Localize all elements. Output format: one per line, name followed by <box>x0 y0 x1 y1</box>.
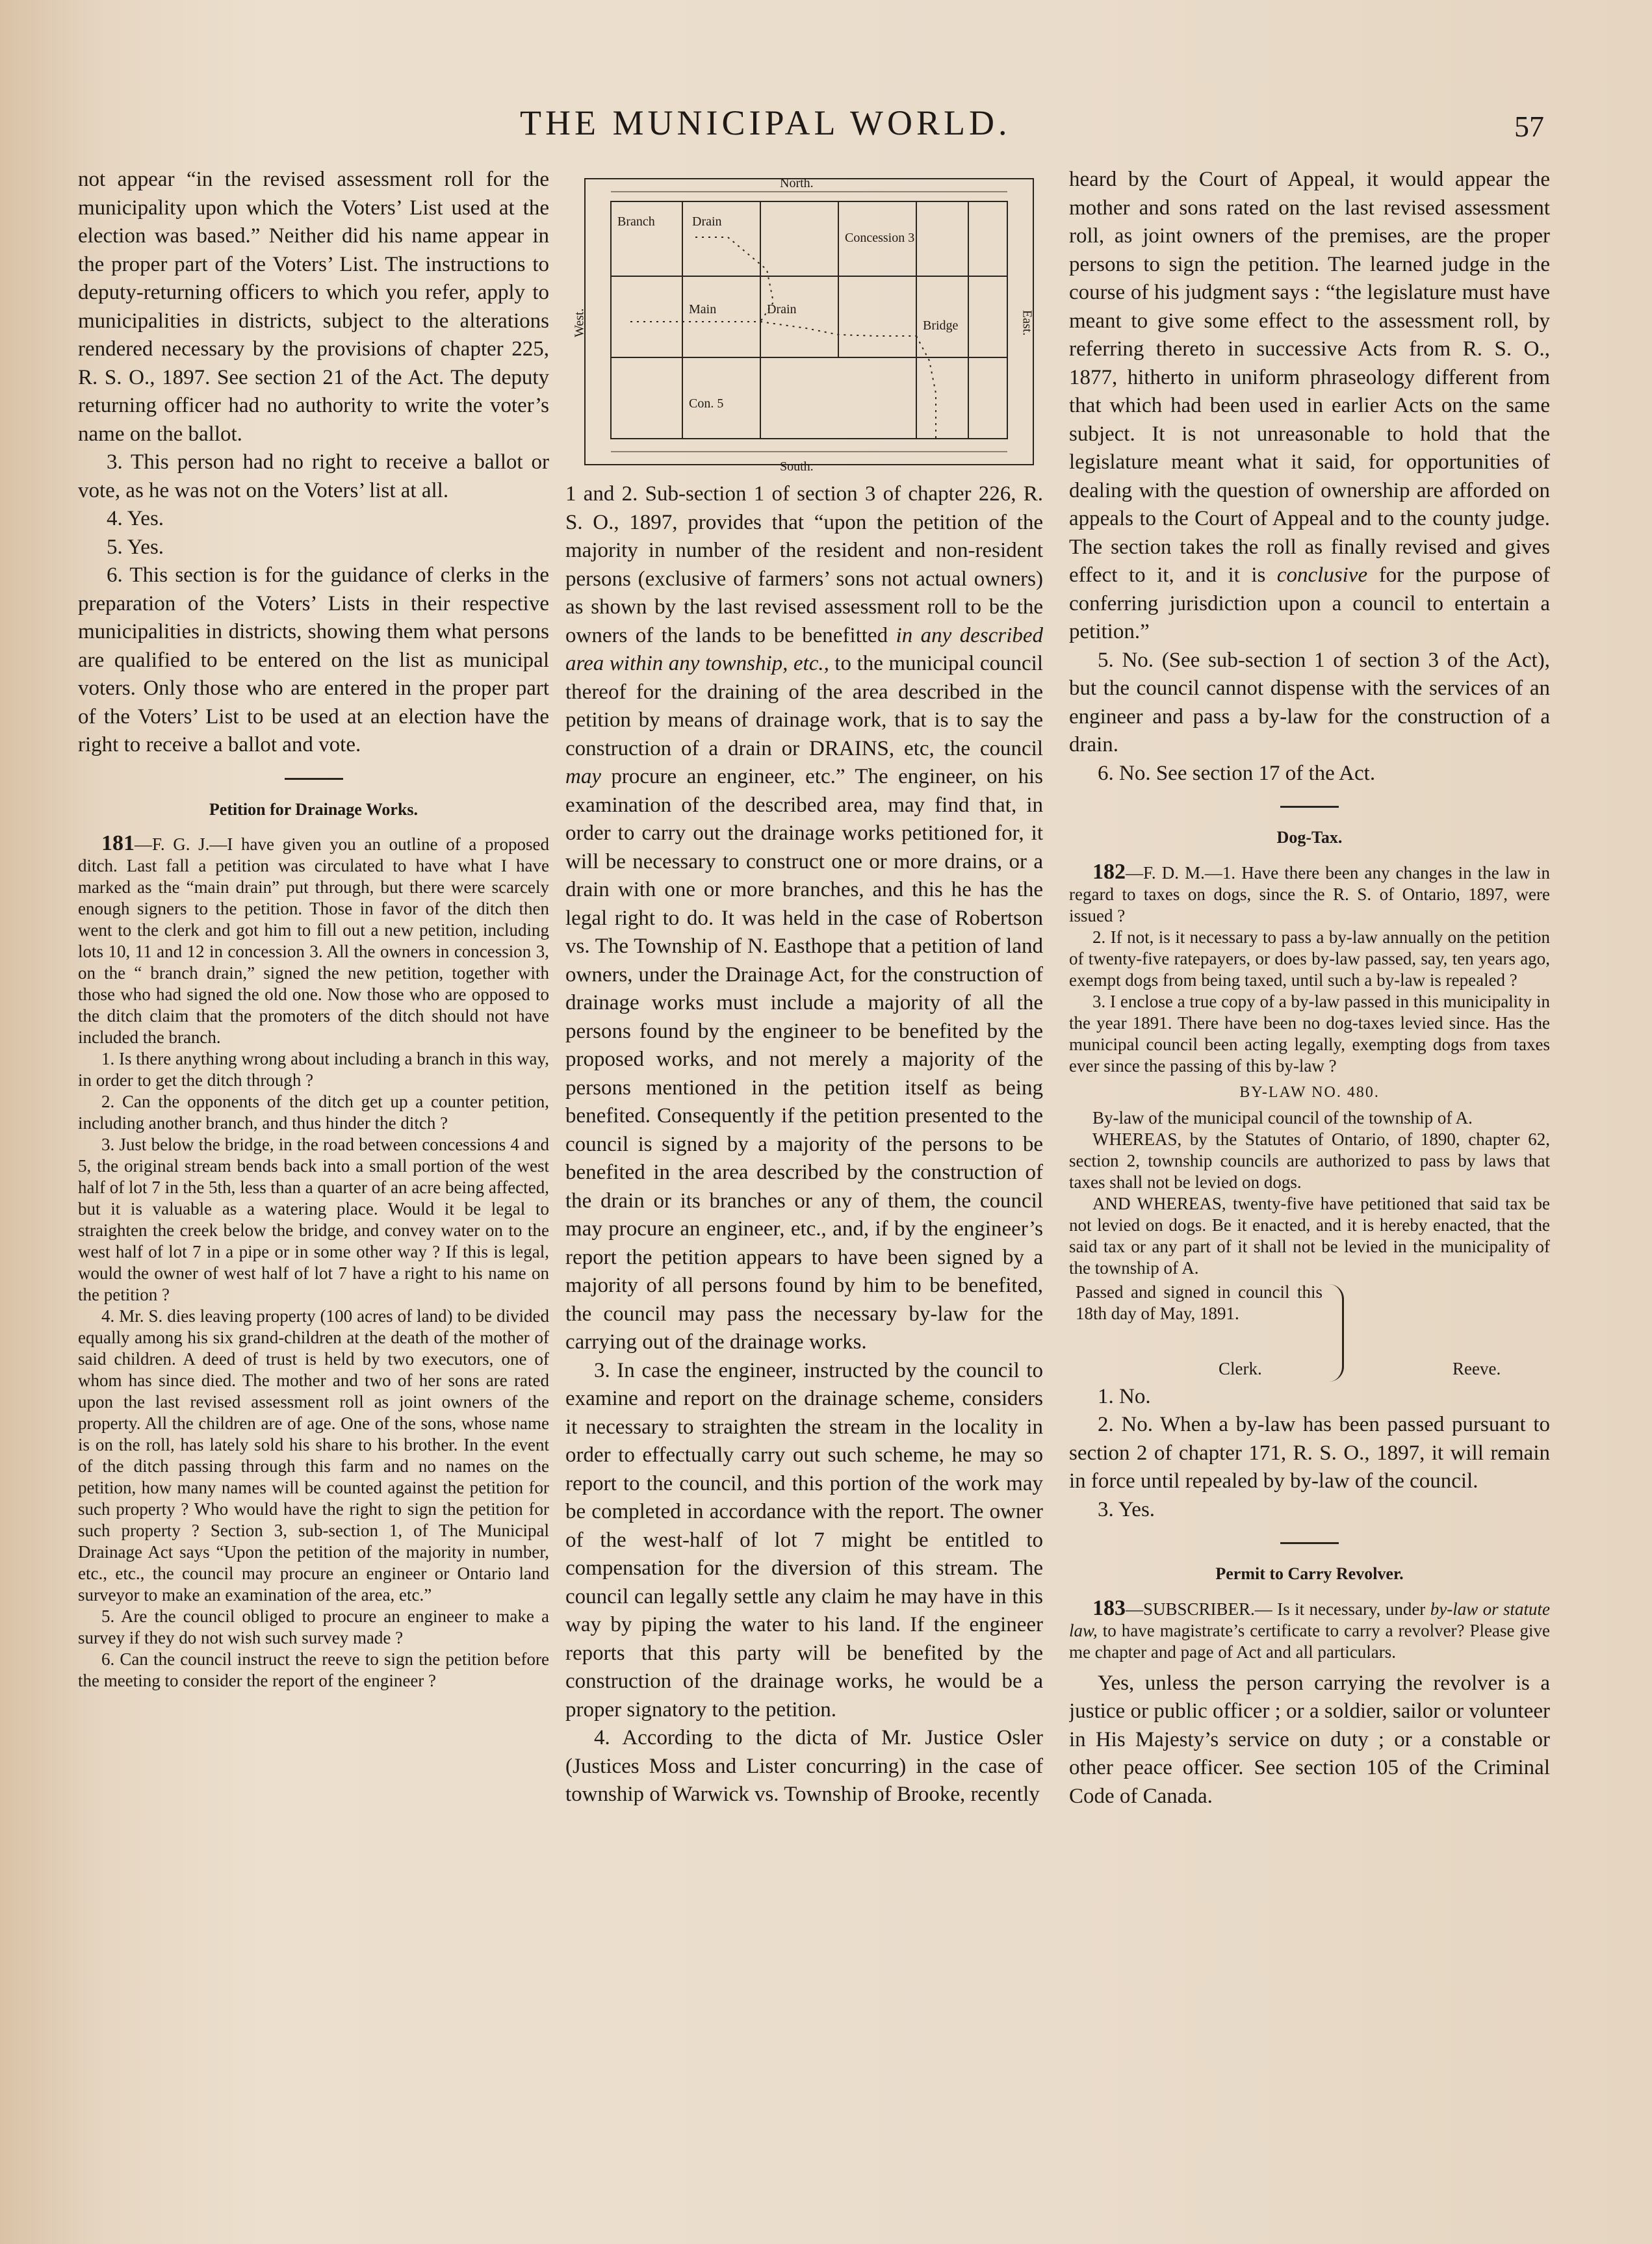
publication-title: THE MUNICIPAL WORLD. <box>520 103 1011 142</box>
page-number: 57 <box>1514 110 1544 143</box>
paragraph: 5. Yes. <box>107 535 164 559</box>
bylaw-signature-block <box>1069 1282 1550 1379</box>
answer-emphasis: conclusive <box>1276 563 1368 587</box>
question-item: 3. Just below the bridge, in the road between concessions 4 and 5, the original stream bends back into a small portion of the west half of lot 7 in the 5th, less than a quarter of an acre being affected, but it is valuable as a watering place. Would it be legal to straighten the creek below the bridge, and convey water on to the west half of lot 7 in a pipe or in some other way ? If this is legal, would the owner of west half of lot 7 have a right to his name on the petition ? <box>78 1135 549 1304</box>
question-item: 5. Are the council obliged to procure an engineer to make a survey if they do not wish such survey made ? <box>78 1606 549 1647</box>
answer-181-1-2 <box>565 480 1043 1357</box>
question-181 <box>78 832 549 1692</box>
column-1 <box>78 166 549 2180</box>
answer-emphasis: may <box>565 765 601 788</box>
section-heading-dog-tax: Dog-Tax. <box>1276 828 1343 847</box>
diagram-drain-label: Drain <box>767 302 797 316</box>
diagram-concession-label: Concession 3 <box>845 231 915 245</box>
question-number: 181 <box>101 831 135 855</box>
bylaw-text: WHEREAS, by the Statutes of Ontario, of 1890, chapter 62, section 2, township councils are authorized to pass by laws that taxes shall not be levied on dogs. <box>1069 1129 1550 1192</box>
section-heading: Petition for Drainage Works. <box>209 799 419 819</box>
answer-181-6: 6. No. See section 17 of the Act. <box>1098 761 1376 785</box>
section-heading-revolver: Permit to Carry Revolver. <box>1215 1564 1404 1583</box>
answer-182-1: 1. No. <box>1098 1384 1151 1408</box>
answer-text: 1 and 2. Sub-section 1 of section 3 of chapter 226, R. S. O., 1897, provides that “upon the petition of the majority in number of the resident and non-resident persons (exclusive of farmers’ sons not actual owners) as shown by the last revised assessment roll to be the owners of the lands to be benefitted <box>565 482 1043 647</box>
question-text: —F. G. J.—I have given you an outline of a proposed ditch. Last fall a petition was circulated to have what I have marked as the “main drain” put through, but there were scarcely enough signers to the petition. Those in favor of the ditch then went to the clerk and got him to fill out a new petition, including lots 10, 11 and 12 in concession 3. All the owners in concession 3, on the “ branch drain,” signed the new petition, together with those who had signed the old one. Now those who are opposed to the ditch claim that the promoters of the ditch should not have included the branch. <box>78 834 549 1047</box>
diagram-bridge-label: Bridge <box>923 318 959 333</box>
answer-181-4: 4. According to the dicta of Mr. Justice Osler (Justices Moss and Lister concurring) in the case of township of Warwick vs. Township of Brooke, recently <box>565 1726 1043 1806</box>
answer-183: Yes, unless the person carrying the revolver is a justice or public officer ; or a soldier, sailor or volunteer in His Majesty’s service on duty ; or a constable or other peace officer. See section 105 of the Criminal Code of Canada. <box>1069 1671 1550 1808</box>
page-header <box>0 97 1652 149</box>
question-text: —F. D. M.—1. Have there been any changes in the law in regard to taxes on dogs, since the R. S. of Ontario, 1897, were issued ? <box>1069 862 1550 925</box>
paragraph: 6. This section is for the guidance of clerks in the preparation of the Voters’ Lists in their respective municipalities in districts, showing them what persons are qualified to be entered on the list as municipal voters. Only those who are entered in the proper part of the Voters’ List to be used at an election have the right to receive a ballot and vote. <box>78 563 549 756</box>
question-item: 2. Can the opponents of the ditch get up a counter petition, including another branch, and thus hinder the ditch ? <box>78 1092 549 1133</box>
diagram-north-label: North. <box>780 176 814 190</box>
answer-text: , etc, the council <box>888 736 1043 760</box>
answer-smallcaps: DRAINS <box>809 736 889 760</box>
answer-182-2: 2. No. When a by-law has been passed pursuant to section 2 of chapter 171, R. S. O., 1897, it will remain in force until repealed by by-law of the council. <box>1069 1413 1550 1493</box>
answer-text: heard by the Court of Appeal, it would appear the mother and sons rated on the last revised assessment roll, as joint owners of the premises, are the proper persons to sign the petition. The learned judge in the course of his judgment says : “the legislature must have meant to give some effect to the assessment roll, by referring thereto in successive Acts from R. S. O., 1877, hitherto in uniform phraseology different from that which had been used in earlier Acts on the same subject. It is not unreasonable to hold that the legislature meant what it said, for opportunities of dealing with the question of ownership are afforded on appeals to the Court of Appeal and to the county judge. The section takes the roll as finally revised and gives effect to it, and it is <box>1069 168 1550 587</box>
reeve-label: Reeve. <box>1452 1358 1501 1378</box>
answer-181-3: 3. In case the engineer, instructed by the council to examine and report on the drainage scheme, considers it necessary to straighten the stream in the locality in order to effectually carry out such scheme, he may so report to the council, and this portion of the work may be completed in accordance with the report. The owner of the west-half of lot 7 might be entitled to compensation for the diversion of this stream. The council can legally settle any claim he may have in this way by piping the water to his land. If the engineer reports that this party will be benefited by the construction of the drainage works, he would be a proper signatory to the petition. <box>565 1358 1043 1722</box>
answer-text: to the municipal council thereof for the draining of the area described in the petition by means of drainage work, that is to say the construction of a drain or <box>565 652 1043 760</box>
diagram-drain-top-label: Drain <box>692 214 722 229</box>
diagram-main-label: Main <box>689 302 717 316</box>
question-item: 1. Is there anything wrong about including a branch in this way, in order to get the ditch through ? <box>78 1049 549 1090</box>
bylaw-title: BY-LAW NO. 480. <box>1239 1083 1380 1101</box>
paragraph: not appear “in the revised assessment roll for the municipality upon which the Voters’ List used at the election was based.” Neither did his name appear in the proper part of the Voters’ List. The instructions to deputy-returning officers to which you refer, apply to municipalities in districts, subject to the alterations rendered necessary by the provisions of chapter 225, R. S. O., 1897. See section 21 of the Act. The deputy returning officer had no authority to write the voter’s name on the ballot. <box>78 168 549 446</box>
question-emphasis: by-law or statute law, <box>1069 1599 1550 1640</box>
question-number: 183 <box>1092 1595 1126 1620</box>
diagram-branch-label: Branch <box>617 214 655 229</box>
drainage-diagram <box>565 166 1043 474</box>
question-text: —SUBSCRIBER.— Is it necessary, under <box>1126 1599 1426 1619</box>
answer-182-3: 3. Yes. <box>1098 1497 1155 1521</box>
question-182 <box>1069 861 1550 1379</box>
answer-emphasis: in any described area within any township, etc., <box>565 623 1043 675</box>
diagram-east-label: East. <box>1020 310 1035 336</box>
question-number: 182 <box>1092 859 1126 884</box>
column-2 <box>565 166 1043 2180</box>
question-item: 6. Can the council instruct the reeve to sign the petition before the meeting to consider the report of the engineer ? <box>78 1649 549 1690</box>
question-item: 4. Mr. S. dies leaving property (100 acres of land) to be divided equally among his six grand-children at the death of the mother of said children. A deed of trust is held by two executors, one of whom has since died. The mother and two of her sons are rated upon the last revised assessment roll as joint owners of the property. All the children are of age. One of the sons, whose name is on the roll, has lately sold his share to his brother. In the event of the ditch passing through this farm and no names on the petition, how many names will be counted against the petition for such property ? Who would have the right to sign the petition for such property ? Section 3, sub-section 1, of The Municipal Drainage Act says “Upon the petition of the majority in number, etc., etc., the council may procure an engineer or Ontario land surveyor to make an examination of the area, etc.” <box>78 1306 549 1605</box>
answer-text: for the purpose of conferring jurisdiction upon a council to entertain a petition.” <box>1069 563 1550 643</box>
paragraph: 4. Yes. <box>107 507 164 530</box>
section-divider <box>1280 806 1339 808</box>
diagram-west-label: West. <box>572 308 587 337</box>
section-divider <box>285 778 343 780</box>
diagram-con5-label: Con. 5 <box>689 396 724 411</box>
answer-text: procure an engineer, etc.” The engineer, on his examination of the described area, may find that, in order to carry out the drainage works petitioned for, it will be necessary to construct one or more drains, or a drain with one or more branches, and this he has the legal right to do. It was held in the case of Robertson vs. The Township of N. Easthope that a petition of land owners, under the Drainage Act, for the construction of drainage works must include a majority of all the persons found by the engineer to be benefited by the proposed works, and not merely a majority of the persons mentioned in the petition itself as being benefited. Consequently if the petition presented to the council is signed by a majority of the persons to be benefited in the area described by the construction of the drain or its branches or any of them, the council may procure an engineer, etc., and, if by the engineer’s report the petition appears to have been signed by a majority of all persons found by him to be benefited, the council may pass the necessary by-law for the carrying out of the drainage works. <box>565 765 1043 1354</box>
section-divider <box>1280 1542 1339 1544</box>
answer-181-5: 5. No. (See sub-section 1 of section 3 of the Act), but the council cannot dispense with the services of an engineer and pass a by-law for the construction of a drain. <box>1069 648 1550 756</box>
answer-181-4-cont <box>1069 166 1550 647</box>
question-item: 3. I enclose a true copy of a by-law passed in this municipality in the year 1891. There have been no dog-taxes levied since. Has the municipal council been acting legally, exempting dogs from taxes ever since the passing of this by-law ? <box>1069 991 1550 1076</box>
bylaw-text: By-law of the municipal council of the township of A. <box>1092 1107 1473 1128</box>
brace <box>1329 1284 1344 1382</box>
clerk-label: Clerk. <box>1219 1358 1262 1378</box>
bylaw-text: AND WHEREAS, twenty-five have petitioned that said tax be not levied on dogs. Be it enacted, and it is hereby enacted, that the said tax or any part of it shall not be levied in the municipality of the township of A. <box>1069 1193 1550 1278</box>
question-text: to have magistrate’s certificate to carry a revolver? Please give me chapter and page of Act and all particulars. <box>1069 1620 1550 1662</box>
bylaw-passed: Passed and signed in council this 18th day of May, 1891. <box>1076 1282 1323 1323</box>
column-3 <box>1069 166 1550 2180</box>
question-183 <box>1069 1597 1550 1663</box>
paragraph: 3. This person had no right to receive a ballot or vote, as he was not on the Voters’ list at all. <box>78 450 549 502</box>
question-item: 2. If not, is it necessary to pass a by-law annually on the petition of twenty-five ratepayers, or does by-law passed, say, ten years ago, exempt dogs from being taxed, until such a by-law is repealed ? <box>1069 927 1550 990</box>
diagram-south-label: South. <box>780 459 814 474</box>
